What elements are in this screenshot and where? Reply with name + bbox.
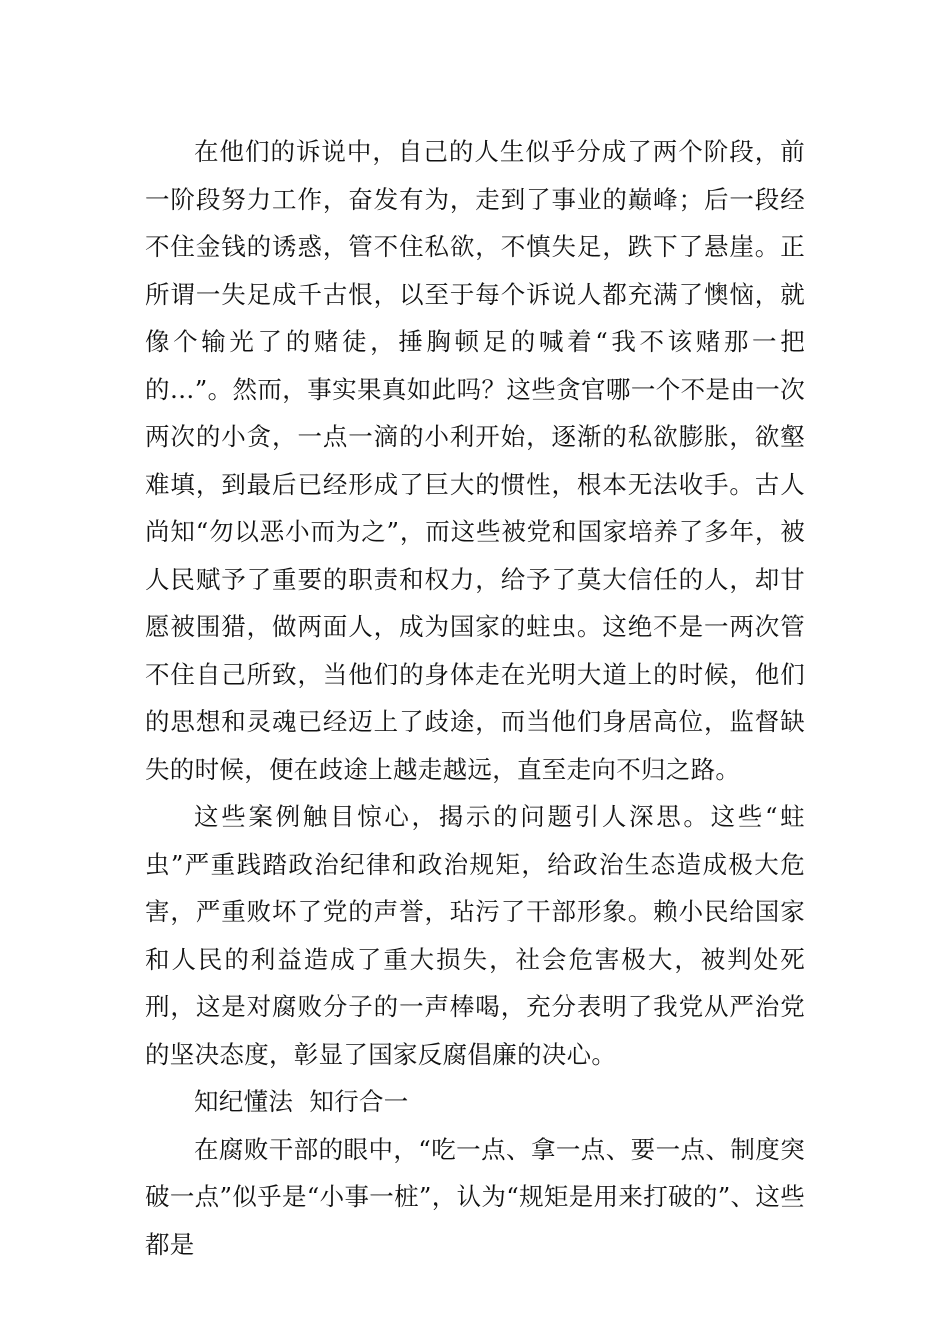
body-paragraph: 在腐败干部的眼中，“吃一点、拿一点、要一点、制度突破一点”似乎是“小事一桩”，认为“规矩是用来打破的”、这些都是 <box>145 1134 805 1259</box>
document-page <box>145 128 805 1268</box>
section-heading: 知纪懂法 知行合一 <box>194 1087 409 1116</box>
body-paragraph: 在他们的诉说中，自己的人生似乎分成了两个阶段，前一阶段努力工作，奋发有为，走到了事业的巅峰；后一段经不住金钱的诱惑，管不住私欲，不慎失足，跌下了悬崖。正所谓一失足成千古恨，以至于每个诉说人都充满了懊恼，就像个输光了的赌徒，捶胸顿足的喊着“我不该赌那一把的…”。然而，事实果真如此吗？这些贪官哪一个不是由一次两次的小贪，一点一滴的小利开始，逐渐的私欲膨胀，欲壑难填，到最后已经形成了巨大的惯性，根本无法收手。古人尚知“勿以恶小而为之”，而这些被党和国家培养了多年，被人民赋予了重要的职责和权力，给予了莫大信任的人，却甘愿被围猎，做两面人，成为国家的蛀虫。这绝不是一两次管不住自己所致，当他们的身体走在光明大道上的时候，他们的思想和灵魂已经迈上了歧途，而当他们身居高位，监督缺失的时候，便在歧途上越走越远，直至走向不归之路。 <box>145 137 805 784</box>
body-paragraph: 这些案例触目惊心，揭示的问题引人深思。这些“蛀虫”严重践踏政治纪律和政治规矩，给政治生态造成极大危害，严重败坏了党的声誉，玷污了干部形象。赖小民给国家和人民的利益造成了重大损失，社会危害极大，被判处死刑，这是对腐败分子的一声棒喝，充分表明了我党从严治党的坚决态度，彰显了国家反腐倡廉的决心。 <box>145 802 805 1069</box>
